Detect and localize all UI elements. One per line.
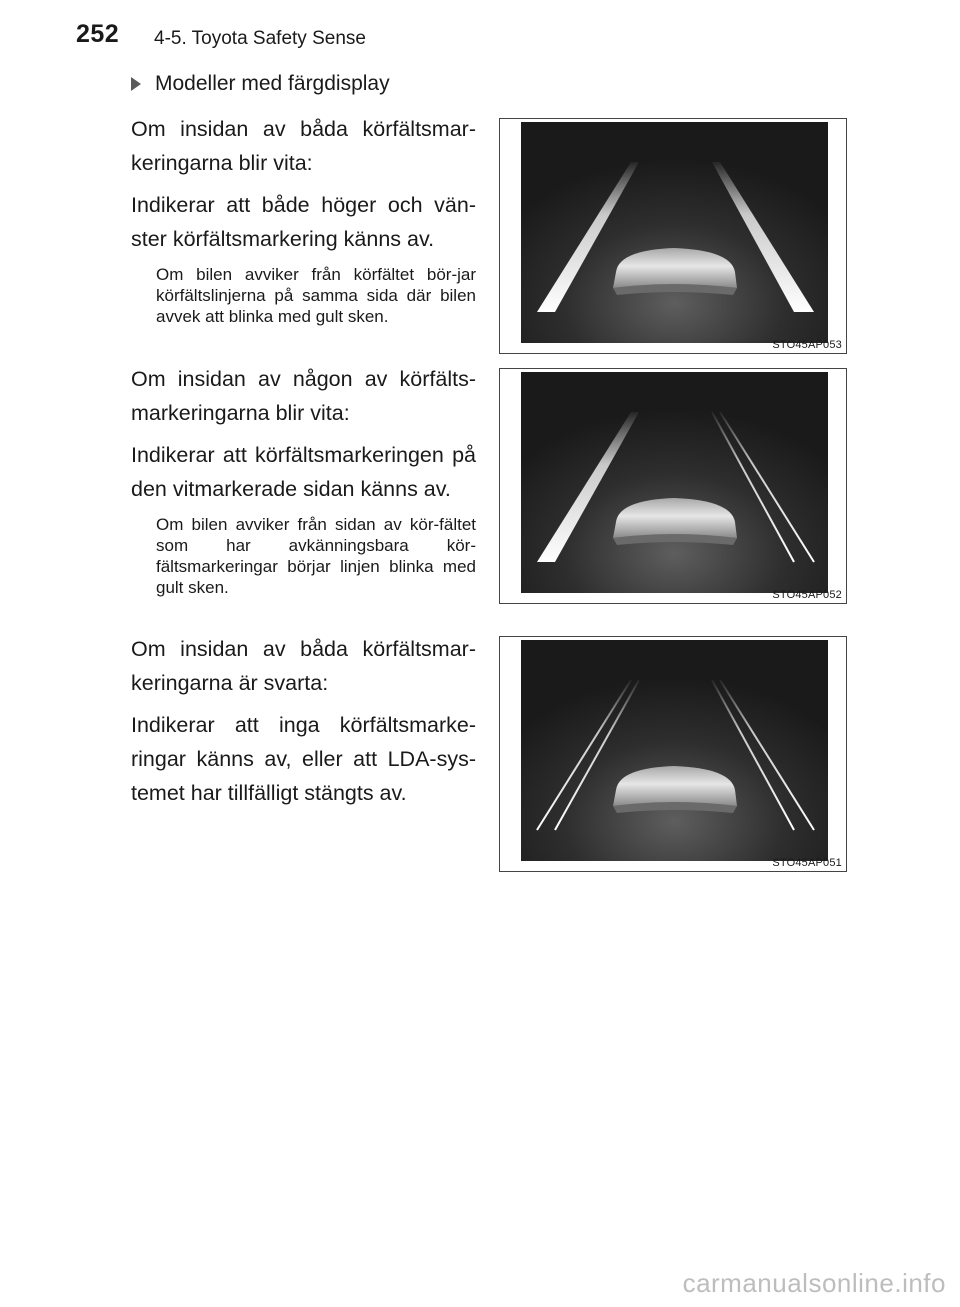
note-text: Om bilen avviker från sidan av kör-fältet som har avkänningsbara kör-fältsmarkeringar börjar linjen blinka med gult sken.	[156, 515, 476, 597]
model-heading	[131, 72, 390, 96]
display-background	[521, 372, 828, 593]
lane-display-illustration	[521, 640, 828, 861]
section-header: 4-5. Toyota Safety Sense	[154, 28, 366, 49]
text-block-1	[131, 112, 476, 327]
figure-code: STO45AP051	[772, 857, 842, 869]
figure-code: STO45AP053	[772, 339, 842, 351]
meaning-text: Indikerar att inga körfältsmarke-ringar känns av, eller att LDA-sys-temet har tillfälligt stängts av.	[131, 713, 476, 805]
lane-display-illustration	[521, 372, 828, 593]
note-text: Om bilen avviker från körfältet bör-jar körfältslinjerna på samma sida där bilen avvek att blinka med gult sken.	[156, 265, 476, 326]
text-block-3	[131, 632, 476, 818]
model-heading-text: Modeller med färgdisplay	[155, 72, 390, 95]
page-number: 252	[76, 20, 120, 48]
figure-code: STO45AP052	[772, 589, 842, 601]
display-background	[521, 122, 828, 343]
lane-display-figure-1	[499, 118, 847, 354]
condition-text: Om insidan av någon av körfälts-markeringarna blir vita:	[131, 367, 476, 425]
lane-display-illustration	[521, 122, 828, 343]
condition-text: Om insidan av båda körfältsmar-keringarna blir vita:	[131, 117, 476, 175]
condition-text: Om insidan av båda körfältsmar-keringarna är svarta:	[131, 637, 476, 695]
meaning-text: Indikerar att både höger och vän-ster körfältsmarkering känns av.	[131, 193, 476, 251]
triangle-bullet-icon	[131, 77, 141, 91]
lane-display-figure-2	[499, 368, 847, 604]
lane-display-figure-3	[499, 636, 847, 872]
meaning-text: Indikerar att körfältsmarkeringen på den vitmarkerade sidan känns av.	[131, 443, 476, 501]
watermark: carmanualsonline.info	[682, 1268, 946, 1298]
display-background	[521, 640, 828, 861]
text-block-2	[131, 362, 476, 598]
